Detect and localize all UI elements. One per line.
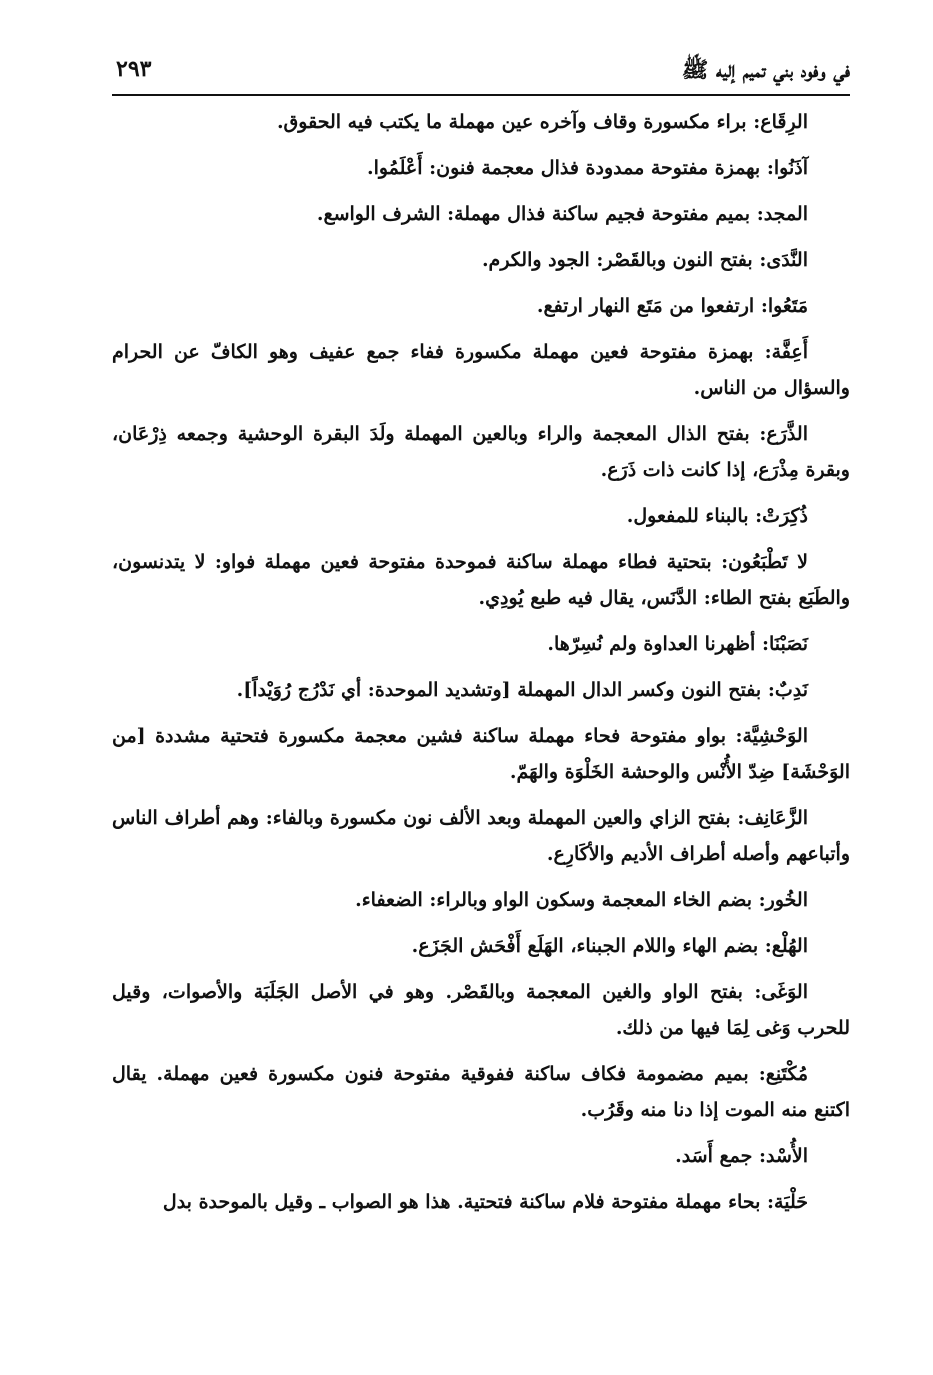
entry-term: أَعِفَّة: — [764, 341, 808, 363]
glossary-entry — [112, 800, 850, 872]
glossary-entry — [112, 1056, 850, 1128]
entry-term: لا تَطْبَعُون: — [721, 551, 808, 573]
entry-term: مُكْتَنِع: — [758, 1063, 808, 1085]
entry-term: نَصَبْنَا: — [761, 633, 808, 655]
glossary-entry — [112, 150, 850, 186]
entry-term: نَدِبٌ: — [767, 679, 808, 701]
entry-term: مَتَعُوا: — [760, 295, 808, 317]
entry-term: الهُلْع: — [764, 935, 808, 957]
entry-term: آذَنُوا: — [766, 157, 808, 179]
glossary-entry — [112, 416, 850, 488]
entry-term: الذَّرَع: — [759, 423, 808, 445]
entry-term: الوَحْشِيَّة: — [735, 725, 808, 747]
glossary-entry — [112, 242, 850, 278]
entry-term: الزَّعَانِف: — [737, 807, 809, 829]
entry-definition: أظهرنا العداوة ولم نُسِرّها. — [547, 633, 756, 655]
entry-definition: بتحتية فطاء مهملة ساكنة فموحدة مفتوحة فعين مهملة فواو: لا يتدنسون، والطَبَع بفتح الطاء: الدَّنَس، يقال فيه طبع يُودِي. — [112, 551, 850, 609]
glossary-entry — [112, 498, 850, 534]
entry-definition: بفتح النون وبالقَصْر: الجود والكرم. — [481, 249, 753, 271]
entry-term: ذُكِرَتْ: — [755, 505, 808, 527]
entry-definition: بواو مفتوحة فحاء مهملة ساكنة فشين معجمة مكسورة فتحتية مشددة [من الوَحْشَة] ضِدّ الأُنْس والوحشة الخَلْوَة والهَمّ. — [112, 725, 850, 783]
entry-definition: بحاء مهملة مفتوحة فلام ساكنة فتحتية. هذا هو الصواب ـ وقيل بالموحدة بدل — [162, 1191, 761, 1213]
entry-term: النَّدَى: — [759, 249, 808, 271]
entry-definition: بميم مضمومة فكاف ساكنة ففوقية مفتوحة فنون مكسورة فعين مهملة. يقال اكتنع منه الموت إذا دنا منه وقَرُب. — [112, 1063, 850, 1121]
entry-term: الرِقَاع: — [753, 111, 808, 133]
glossary-entry — [112, 672, 850, 708]
glossary-entry — [112, 928, 850, 964]
page-number: ٢٩٣ — [116, 56, 152, 82]
entry-definition: بضم الهاء واللام الجبناء، الهَلَع أَفْحَش الجَزَع. — [411, 935, 759, 957]
running-title: في وفود بني تميم إليه ﷺ — [681, 57, 850, 83]
header-divider — [112, 94, 850, 96]
glossary-entry — [112, 196, 850, 232]
entry-term: حَلْيَة: — [767, 1191, 808, 1213]
glossary-entry — [112, 718, 850, 790]
entry-term: الخُور: — [758, 889, 808, 911]
entry-definition: بفتح النون وكسر الدال المهملة [وتشديد الموحدة: أي نَدْرُج رُوَيْداً]. — [236, 679, 762, 701]
glossary-entry — [112, 1138, 850, 1174]
page-header — [112, 52, 850, 92]
entry-definition: جمع أَسَد. — [675, 1145, 753, 1167]
glossary-entry — [112, 626, 850, 662]
glossary-entry — [112, 104, 850, 140]
glossary-entry — [112, 974, 850, 1046]
glossary-entry — [112, 882, 850, 918]
entry-definition: بفتح الواو والغين المعجمة وبالقَصْر. وهو في الأصل الجَلَبَة والأصوات، وقيل للحرب وَغى لِمَا فيها من ذلك. — [112, 981, 850, 1039]
entry-definition: بالبناء للمفعول. — [626, 505, 749, 527]
entry-definition: بهمزة مفتوحة فعين مهملة مكسورة ففاء جمع عفيف وهو الكافّ عن الحرام والسؤال من الناس. — [112, 341, 850, 399]
glossary-entry — [112, 544, 850, 616]
entry-definition: بفتح الزاي والعين المهملة وبعد الألف نون مكسورة وبالفاء: وهم أطراف الناس وأتباعهم وأصله أطراف الأديم والأكَارِع. — [112, 807, 850, 865]
entry-definition: ارتفعوا من مَتَع النهار ارتفع. — [536, 295, 755, 317]
glossary-entry — [112, 334, 850, 406]
glossary-entry — [112, 288, 850, 324]
glossary-entry — [112, 1184, 850, 1220]
entry-definition: بفتح الذال المعجمة والراء وبالعين المهملة ولَدَ البقرة الوحشية وجمعه ذِرْعَان، وبقرة مِذْرَع، إذا كانت ذات ذَرَع. — [112, 423, 850, 481]
entry-term: الأُسْد: — [758, 1145, 808, 1167]
entry-definition: بهمزة مفتوحة ممدودة فذال معجمة فنون: أَعْلَمُوا. — [366, 157, 761, 179]
entry-definition: براء مكسورة وقاف وآخره عين مهملة ما يكتب فيه الحقوق. — [276, 111, 747, 133]
entry-term: المجد: — [756, 203, 808, 225]
entry-definition: بضم الخاء المعجمة وسكون الواو وبالراء: الضعفاء. — [355, 889, 753, 911]
glossary-entries — [112, 104, 850, 1230]
entry-term: الوَغَى: — [754, 981, 808, 1003]
entry-definition: بميم مفتوحة فجيم ساكنة فذال مهملة: الشرف الواسع. — [316, 203, 751, 225]
